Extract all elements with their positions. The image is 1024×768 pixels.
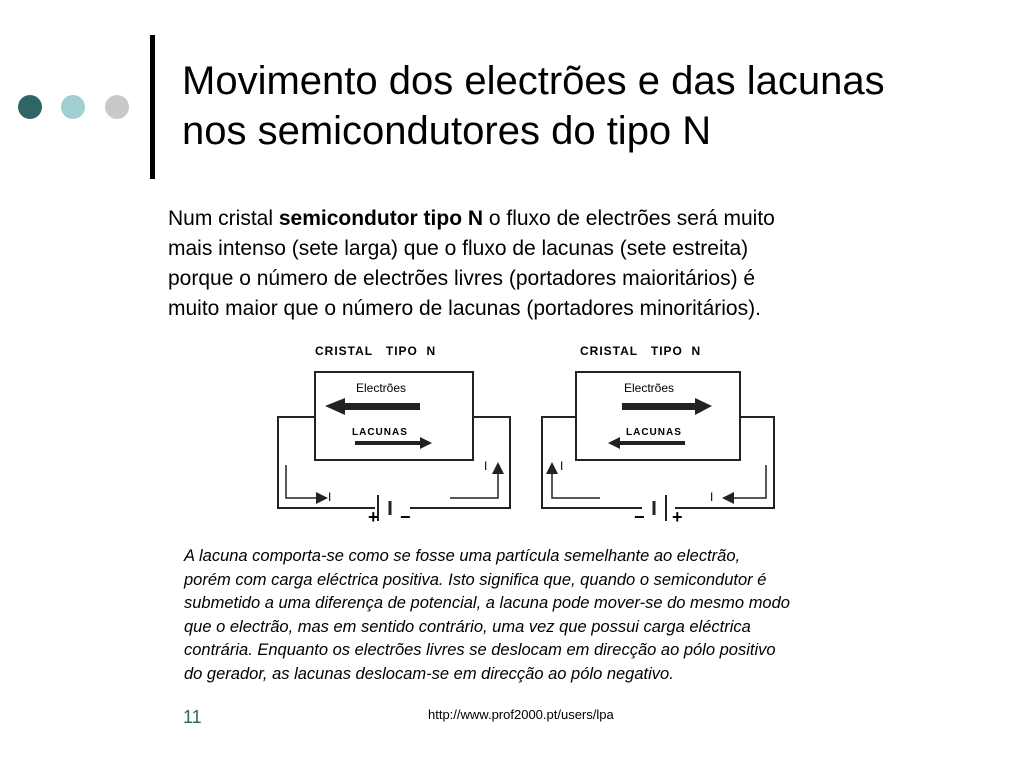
bullet-dot-grey xyxy=(105,95,129,119)
body-line-2: mais intenso (sete larga) que o fluxo de lacunas (sete estreita) xyxy=(168,237,749,260)
caption-paragraph xyxy=(184,545,984,686)
bullet-dot-light xyxy=(61,95,85,119)
caption-line-3: submetido a uma diferença de potencial, a lacuna pode mover-se do mesmo modo xyxy=(184,594,790,612)
title-line-1: Movimento dos electrões e das lacunas xyxy=(182,59,885,103)
footer-url: http://www.prof2000.pt/users/lpa xyxy=(428,707,614,722)
left-current-label-bottom: I xyxy=(328,490,332,504)
caption-line-2: porém com carga eléctrica positiva. Isto significa que, quando o semicondutor é xyxy=(184,570,767,589)
page-number: 11 xyxy=(183,707,202,727)
body-bold-term: semicondutor tipo N xyxy=(278,207,484,230)
left-header: CRISTAL TIPO N xyxy=(315,344,437,358)
body-paragraph xyxy=(168,204,968,324)
right-current-label-bottom: I xyxy=(710,490,714,504)
body-line-1-pre: Num cristal xyxy=(168,207,279,230)
body-line-1 xyxy=(168,204,968,234)
caption-line-5: contrária. Enquanto os electrões livres se deslocam em direcção ao pólo positivo xyxy=(184,641,776,659)
title-divider xyxy=(150,35,155,179)
caption-line-6: do gerador, as lacunas deslocam-se em direcção ao pólo negativo. xyxy=(184,664,674,683)
left-hole-arrow-icon xyxy=(355,437,432,449)
body-line-3: porque o número de electrões livres (portadores maioritários) é xyxy=(168,267,756,290)
left-current-arrow-right-icon xyxy=(450,465,498,498)
slide-title xyxy=(182,56,982,156)
bullet-dot-dark xyxy=(18,95,42,119)
right-wire-right xyxy=(675,417,774,508)
right-header: CRISTAL TIPO N xyxy=(580,344,702,358)
caption-line-4: que o electrão, mas em sentido contrário, uma vez que possui carga eléctrica xyxy=(184,617,751,636)
right-sign-plus: + xyxy=(672,507,683,527)
right-electron-arrow-icon xyxy=(622,398,712,415)
body-line-1-post: o fluxo de electrões será muito xyxy=(483,207,775,230)
left-electron-arrow-icon xyxy=(325,398,420,415)
left-sign-minus: − xyxy=(400,507,411,527)
title-line-2: nos semicondutores do tipo N xyxy=(182,109,712,153)
left-wire-right xyxy=(410,417,510,508)
diagram-right xyxy=(542,344,774,527)
left-current-arrow-bottom-icon xyxy=(286,465,325,498)
right-holes-label: LACUNAS xyxy=(626,427,682,438)
right-hole-arrow-icon xyxy=(608,437,685,449)
right-current-arrow-bottom-icon xyxy=(725,465,766,498)
right-current-label-left: I xyxy=(560,459,564,473)
left-electrons-label: Electrões xyxy=(356,381,407,395)
left-holes-label: LACUNAS xyxy=(352,427,408,438)
left-sign-plus: + xyxy=(368,507,379,527)
caption-line-1: A lacuna comporta-se como se fosse uma partícula semelhante ao electrão, xyxy=(184,547,741,565)
diagram-left xyxy=(278,344,510,527)
right-electrons-label: Electrões xyxy=(624,381,675,395)
left-current-label-right: I xyxy=(484,459,488,473)
semiconductor-diagram xyxy=(270,335,790,530)
right-sign-minus: − xyxy=(634,507,645,527)
body-line-4: muito maior que o número de lacunas (portadores minoritários). xyxy=(168,297,761,320)
